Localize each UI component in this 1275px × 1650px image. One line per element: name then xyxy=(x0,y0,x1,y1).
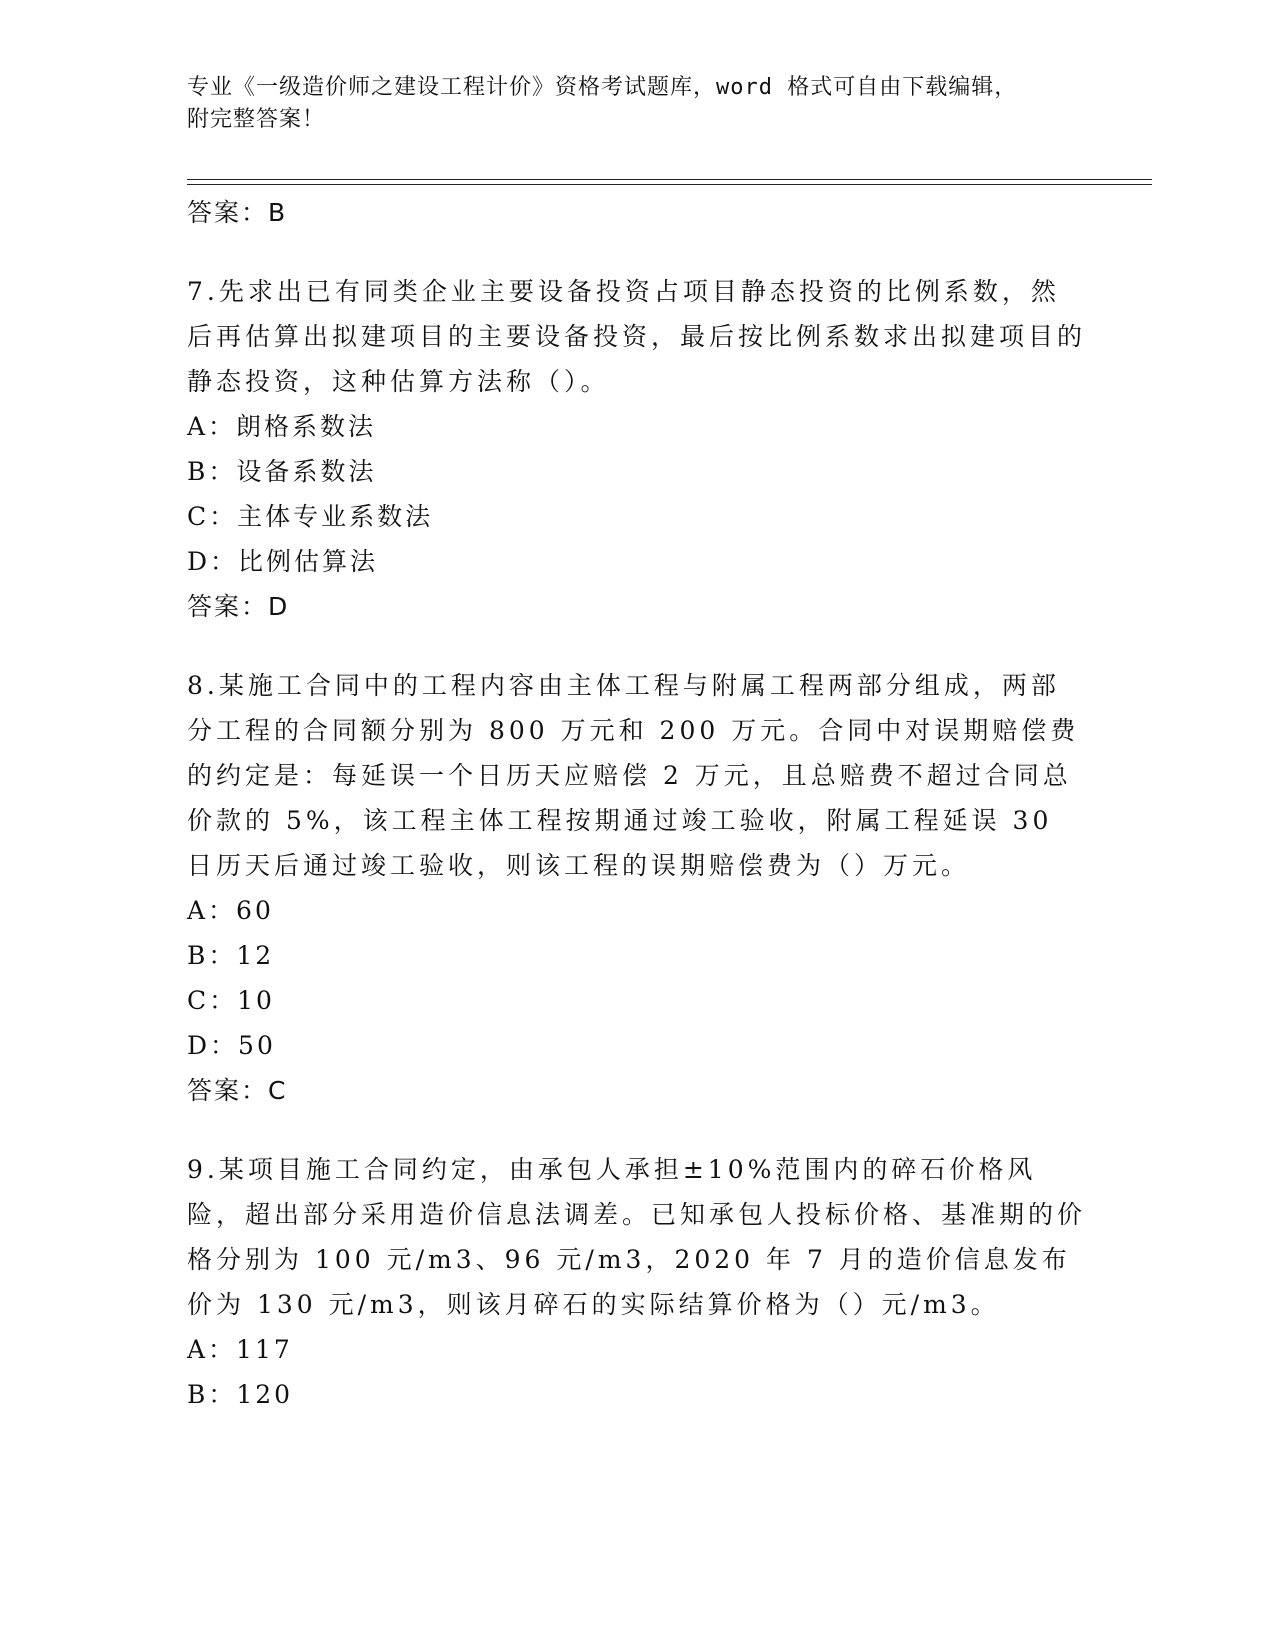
header-note: 专业《一级造价师之建设工程计价》资格考试题库，word 格式可自由下载编辑， 附完整答案！ xyxy=(187,75,1018,132)
option-c: C：10 xyxy=(187,986,275,1015)
option-a: A：60 xyxy=(187,896,274,925)
option-b: B：120 xyxy=(187,1380,294,1409)
question-7 xyxy=(187,269,1087,629)
question-list xyxy=(187,190,1087,1451)
answer-line: 答案：D xyxy=(187,592,290,621)
option-b: B：设备系数法 xyxy=(187,457,377,486)
option-a: A：117 xyxy=(187,1335,293,1364)
option-d: D：50 xyxy=(187,1031,276,1060)
option-a: A：朗格系数法 xyxy=(187,412,377,441)
option-c: C：主体专业系数法 xyxy=(187,502,434,531)
answer-line: 答案：C xyxy=(187,1076,288,1105)
question-8 xyxy=(187,663,1087,1113)
question-9 xyxy=(187,1147,1087,1417)
header-rule-top xyxy=(187,179,1152,180)
question-stem: 9.某项目施工合同约定，由承包人承担±10%范围内的碎石价格风险，超出部分采用造价信息法调差。已知承包人投标价格、基准期的价格分别为 100 元/m3、96 元/m3，2020 年 7 月的造价信息发布价为 130 元/m3，则该月碎石的实际结算价格为（）元/m3。 xyxy=(187,1155,1087,1319)
question-stem: 7.先求出已有同类企业主要设备投资占项目静态投资的比例系数，然后再估算出拟建项目的主要设备投资，最后按比例系数求出拟建项目的静态投资，这种估算方法称（）。 xyxy=(187,277,1087,396)
question-stem: 8.某施工合同中的工程内容由主体工程与附属工程两部分组成，两部分工程的合同额分别为 800 万元和 200 万元。合同中对误期赔偿费的约定是：每延误一个日历天应赔偿 2 万元，且总赔费不超过合同总价款的 5%，该工程主体工程按期通过竣工验收，附属工程延误 30 日历天后通过竣工验收，则该工程的误期赔偿费为（）万元。 xyxy=(187,671,1080,880)
option-d: D：比例估算法 xyxy=(187,547,379,576)
header-rule-bottom xyxy=(187,184,1152,185)
option-b: B：12 xyxy=(187,941,275,970)
answer-line: 答案：B xyxy=(187,198,288,227)
